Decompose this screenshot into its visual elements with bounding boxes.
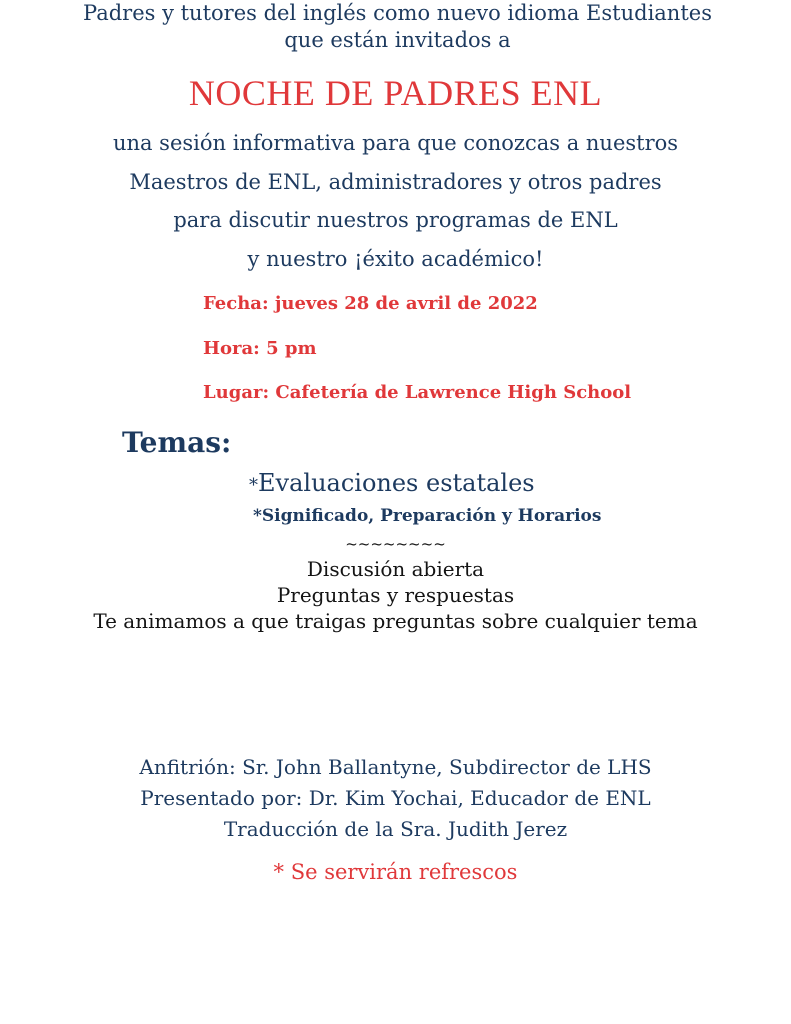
activity-questions: Preguntas y respuestas <box>276 583 515 607</box>
credit-translator: Traducción de la Sra. Judith Jerez <box>223 817 568 841</box>
credit-host: Anfitrión: Sr. John Ballantyne, Subdirector de LHS <box>139 755 652 779</box>
topic-main <box>249 467 535 502</box>
credit-presenter: Presentado por: Dr. Kim Yochai, Educador de ENL <box>140 786 651 810</box>
description-line-4: y nuestro ¡éxito académico! <box>247 247 544 271</box>
event-title: NOCHE DE PADRES ENL <box>188 73 603 113</box>
description-line-1: una sesión informativa para que conozcas a nuestros <box>112 131 679 155</box>
invitation-intro: Padres y tutores del inglés como nuevo idioma Estudiantes que están invitados a <box>83 1 712 52</box>
activity-open-discussion: Discusión abierta <box>306 557 485 581</box>
topic-main-label: Evaluaciones estatales <box>258 469 535 497</box>
topic-bullet: * <box>249 475 258 496</box>
refreshments-note: * Se servirán refrescos <box>273 860 518 884</box>
event-location: Lugar: Cafetería de Lawrence High School <box>203 382 632 403</box>
event-time: Hora: 5 pm <box>203 338 317 359</box>
topic-sub: *Significado, Preparación y Horarios <box>253 506 602 526</box>
event-date: Fecha: jueves 28 de avril de 2022 <box>203 293 538 314</box>
topics-heading: Temas: <box>122 426 232 459</box>
activity-encouragement: Te animamos a que traigas preguntas sobre cualquier tema <box>93 609 698 633</box>
description-line-2: Maestros de ENL, administradores y otros padres <box>129 170 662 194</box>
separator: ~~~~~~~~ <box>345 535 446 553</box>
description-line-3: para discutir nuestros programas de ENL <box>173 208 618 232</box>
